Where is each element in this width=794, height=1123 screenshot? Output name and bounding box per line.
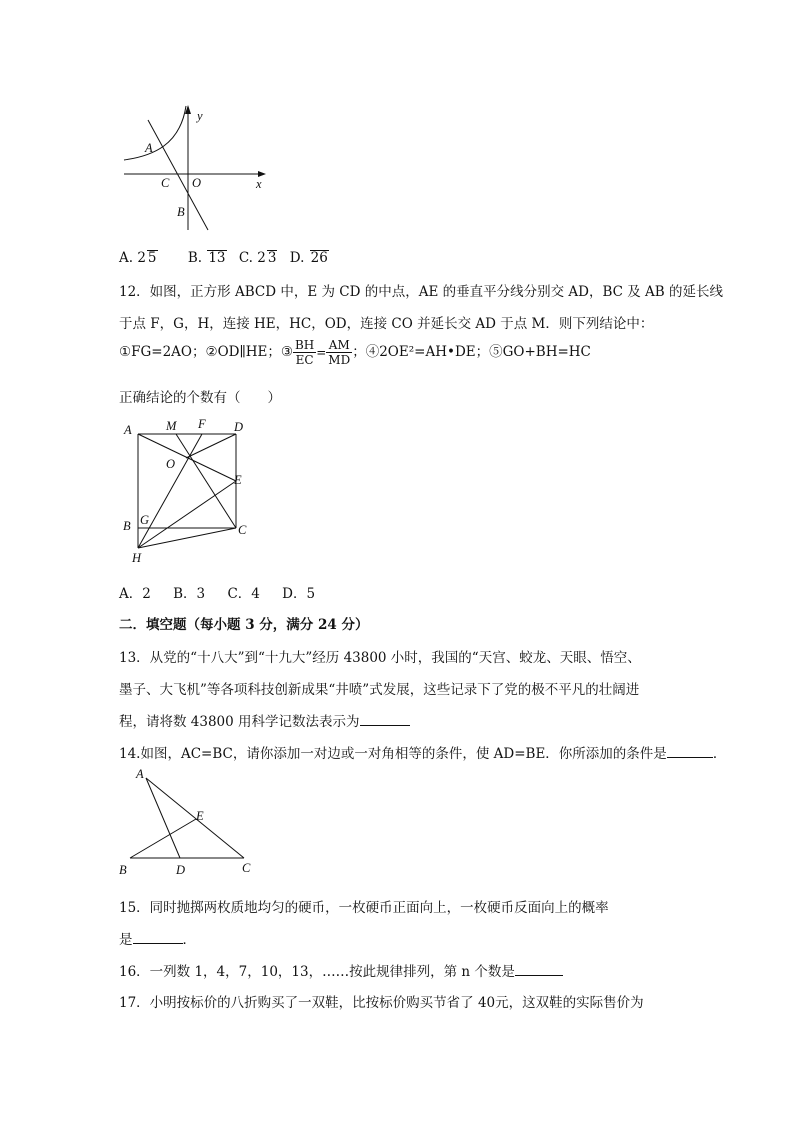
q14-triangle-figure bbox=[114, 768, 264, 880]
label-c: C bbox=[242, 861, 251, 875]
side-ac bbox=[146, 778, 244, 858]
q12-square-figure bbox=[118, 414, 258, 570]
q14-line bbox=[119, 742, 726, 762]
q12-conclusion-part1: ①FG=2AO；②OD∥HE；③ bbox=[119, 344, 293, 360]
label-a: A bbox=[124, 423, 132, 437]
label-b: B bbox=[119, 863, 127, 877]
q11-option-b: B. 13 bbox=[187, 250, 226, 266]
line-be bbox=[130, 819, 196, 858]
q12-option-b: B．3 bbox=[173, 586, 206, 602]
q15-line2 bbox=[119, 928, 196, 948]
label-e: E bbox=[196, 809, 204, 823]
q12-line2: 于点 F，G，H，连接 HE，HC，OD，连接 CO 并延长交 AD 于点 M．则下列结论中： bbox=[119, 316, 654, 332]
q13-line3 bbox=[119, 710, 410, 730]
label-b: B bbox=[177, 205, 185, 219]
q11-option-d: D. 26 bbox=[289, 250, 328, 266]
q14-answer-blank[interactable] bbox=[667, 744, 713, 758]
q12-options bbox=[119, 582, 315, 602]
q14-text: 14.如图，AC=BC，请你添加一对边或一对角相等的条件，使 AD=BE．你所添加的条件是 bbox=[119, 746, 667, 762]
section-2-title: 二．填空题（每小题 3 分，满分 24 分） bbox=[119, 617, 369, 633]
q13-answer-blank[interactable] bbox=[360, 712, 410, 726]
q15-answer-blank[interactable] bbox=[133, 930, 183, 944]
q14-end: ． bbox=[712, 746, 727, 762]
q11-option-a: A. 2 5 bbox=[119, 250, 157, 266]
q15-line1: 15．同时抛掷两枚质地均匀的硬币，一枚硬币正面向上，一枚硬币反面向上的概率 bbox=[119, 900, 609, 916]
label-b: B bbox=[123, 519, 131, 533]
label-y: y bbox=[197, 109, 203, 123]
q12-line1: 12．如图，正方形 ABCD 中，E 为 CD 的中点，AE 的垂直平分线分别交 AD，BC 及 AB 的延长线 bbox=[119, 284, 724, 300]
label-d: D bbox=[234, 420, 244, 434]
q16-text: 16．一列数 1，4，7，10，13，……按此规律排列，第 n 个数是 bbox=[119, 964, 515, 980]
q16-answer-blank[interactable] bbox=[515, 962, 563, 976]
q12-fraction-left: $\frac{BH}{EC}$ bbox=[294, 338, 315, 367]
q13-line3-text: 程，请将数 43800 用科学记数法表示为 bbox=[119, 714, 360, 730]
label-d: D bbox=[176, 863, 186, 877]
label-o: O bbox=[166, 457, 176, 471]
q11-graph-figure bbox=[118, 100, 278, 240]
q12-conclusions bbox=[119, 338, 591, 367]
label-f: F bbox=[198, 417, 206, 431]
q11-option-c: C. 2 3 bbox=[238, 250, 277, 266]
q16-line bbox=[119, 960, 563, 980]
q17-line: 17．小明按标价的八折购买了一双鞋，比按标价购买节省了 40元，这双鞋的实际售价为 bbox=[119, 995, 644, 1011]
q12-conclusion-part2: ；④2OE²=AH•DE；⑤GO+BH=HC bbox=[352, 344, 591, 360]
q12-option-a: A．2 bbox=[119, 586, 151, 602]
label-o: O bbox=[192, 176, 202, 190]
q12-option-d: D．5 bbox=[282, 586, 316, 602]
line-od bbox=[186, 434, 236, 458]
q13-line1: 13．从党的“十八大”到“十九大”经历 43800 小时，我国的“天宫、蛟龙、天眼、悟空、 bbox=[119, 650, 641, 666]
q12-question: 正确结论的个数有（ ） bbox=[119, 390, 281, 406]
q11-options bbox=[119, 250, 329, 266]
q12-fraction-eq: = bbox=[316, 345, 327, 360]
q15-line2-end: ． bbox=[182, 932, 196, 948]
q15-line2-prefix: 是 bbox=[119, 932, 133, 948]
label-g: G bbox=[140, 513, 150, 527]
label-c: C bbox=[238, 523, 247, 537]
label-e: E bbox=[234, 473, 242, 487]
line-fh bbox=[138, 434, 202, 548]
q13-line2: 墨子、大飞机”等各项科技创新成果“井喷”式发展，这些记录下了党的极不平凡的壮阔进 bbox=[119, 682, 640, 698]
label-m: M bbox=[166, 419, 177, 433]
q12-fraction-right: $\frac{AM}{MD}$ bbox=[328, 338, 351, 367]
label-c: C bbox=[161, 176, 170, 190]
label-a: A bbox=[136, 768, 144, 781]
label-x: x bbox=[256, 177, 262, 191]
label-a: A bbox=[145, 141, 153, 155]
q12-option-c: C．4 bbox=[227, 586, 260, 602]
label-h: H bbox=[132, 551, 142, 565]
